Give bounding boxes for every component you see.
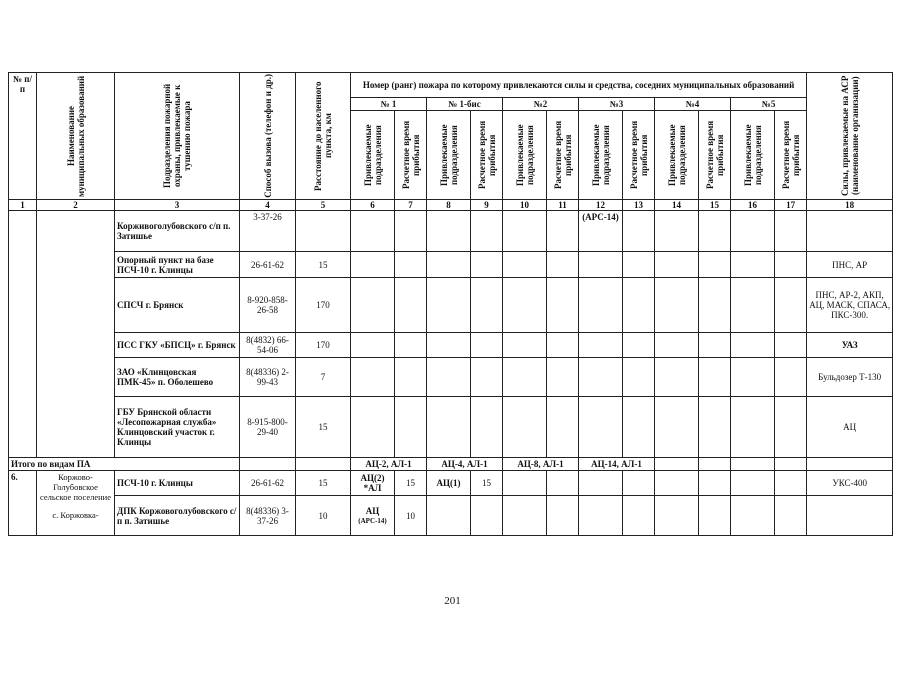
table-row bbox=[9, 211, 893, 252]
table-row bbox=[9, 333, 893, 358]
asr-forces: АЦ bbox=[807, 397, 893, 458]
table-row bbox=[9, 358, 893, 397]
sub-units-rank3: Привлекаемые подразделения bbox=[579, 111, 623, 200]
unit-name: ПСС ГКУ «БПСЦ» г. Брянск bbox=[115, 333, 240, 358]
unit-name: ЗАО «Клинцовская ПМК-45» п. Оболешево bbox=[115, 358, 240, 397]
rank1-units-sub: (АРС-14) bbox=[358, 516, 387, 525]
sub-time-rank2: Расчетное время прибытия bbox=[547, 111, 579, 200]
call-method: 26-61-62 bbox=[240, 252, 296, 278]
unit-name: Корживоголубовского с/п п. Затишье bbox=[115, 211, 240, 252]
colnum-18: 18 bbox=[807, 200, 893, 211]
header-row-1 bbox=[9, 73, 893, 98]
call-method: 3-37-26 bbox=[240, 211, 296, 252]
header-distance: Расстояние до населенного пункта, км bbox=[296, 73, 351, 200]
asr-forces: УАЗ bbox=[807, 333, 893, 358]
colnum-14: 14 bbox=[655, 200, 699, 211]
totals-label: Итого по видам ПА bbox=[9, 458, 240, 471]
sub-time-rank1bis: Расчетное время прибытия bbox=[471, 111, 503, 200]
sub-units-rank2: Привлекаемые подразделения bbox=[503, 111, 547, 200]
colnum-3: 3 bbox=[115, 200, 240, 211]
rank-1-bis: № 1-бис bbox=[427, 98, 503, 111]
rank1-time: 10 bbox=[395, 496, 427, 536]
rank-2: №2 bbox=[503, 98, 579, 111]
totals-rank1: АЦ-2, АЛ-1 bbox=[351, 458, 427, 471]
table-row bbox=[9, 252, 893, 278]
colnum-15: 15 bbox=[699, 200, 731, 211]
asr-forces: УКС-400 bbox=[807, 471, 893, 496]
column-numbers-row bbox=[9, 200, 893, 211]
sub-time-rank3: Расчетное время прибытия bbox=[623, 111, 655, 200]
rank3-units: (АРС-14) bbox=[579, 211, 623, 252]
distance: 7 bbox=[296, 358, 351, 397]
colnum-7: 7 bbox=[395, 200, 427, 211]
sub-time-rank1: Расчетное время прибытия bbox=[395, 111, 427, 200]
unit-name: ПСЧ-10 г. Клинцы bbox=[115, 471, 240, 496]
totals-rank1bis: АЦ-4, АЛ-1 bbox=[427, 458, 503, 471]
table-row bbox=[9, 278, 893, 333]
sub-time-rank5: Расчетное время прибытия bbox=[775, 111, 807, 200]
colnum-8: 8 bbox=[427, 200, 471, 211]
asr-forces: ПНС, АР bbox=[807, 252, 893, 278]
unit-name: ГБУ Брянской области «Лесопожарная служба» Клинцовский участок г. Клинцы bbox=[115, 397, 240, 458]
colnum-9: 9 bbox=[471, 200, 503, 211]
sub-time-rank4: Расчетное время прибытия bbox=[699, 111, 731, 200]
header-rank-title: Номер (ранг) пожара по которому привлекаются силы и средства, соседних муниципальных образований bbox=[351, 73, 807, 98]
rank1-units: АЦ(2) *АЛ bbox=[351, 471, 395, 496]
sub-units-rank1: Привлекаемые подразделения bbox=[351, 111, 395, 200]
header-asr: Силы, привлекаемые на АСР (наименование организации) bbox=[807, 73, 893, 200]
table-row bbox=[9, 397, 893, 458]
distance bbox=[296, 211, 351, 252]
rank1bis-units: АЦ(1) bbox=[427, 471, 471, 496]
header-call: Способ вызова (телефон и др.) bbox=[240, 73, 296, 200]
table-row bbox=[9, 471, 893, 496]
header-municipal: Наименование муниципальных образований bbox=[37, 73, 115, 200]
rank1-units: АЦ (АРС-14) bbox=[351, 496, 395, 536]
asr-forces: ПНС, АР-2, АКП, АЦ, МАСК, СПАСА, ПКС-300. bbox=[807, 278, 893, 333]
colnum-12: 12 bbox=[579, 200, 623, 211]
settlement-name: с. Коржовка- bbox=[52, 510, 99, 520]
call-method: 8-915-800-29-40 bbox=[240, 397, 296, 458]
colnum-11: 11 bbox=[547, 200, 579, 211]
call-method: 8(48336) 3-37-26 bbox=[240, 496, 296, 536]
asr-forces bbox=[807, 211, 893, 252]
unit-name: ДПК Коржовоголубовского с/п п. Затишье bbox=[115, 496, 240, 536]
page-number: 201 bbox=[444, 595, 461, 607]
row-number: 6. bbox=[9, 471, 37, 536]
distance: 15 bbox=[296, 252, 351, 278]
colnum-17: 17 bbox=[775, 200, 807, 211]
rank-1: № 1 bbox=[351, 98, 427, 111]
header-num: № п/п bbox=[9, 73, 37, 200]
rank1-time: 15 bbox=[395, 471, 427, 496]
distance: 15 bbox=[296, 397, 351, 458]
call-method: 26-61-62 bbox=[240, 471, 296, 496]
fire-plan-table bbox=[8, 72, 893, 536]
call-method: 8(48336) 2-99-43 bbox=[240, 358, 296, 397]
unit-name: СПСЧ г. Брянск bbox=[115, 278, 240, 333]
call-method: 8(4832) 66-54-06 bbox=[240, 333, 296, 358]
rank-4: №4 bbox=[655, 98, 731, 111]
colnum-16: 16 bbox=[731, 200, 775, 211]
colnum-2: 2 bbox=[37, 200, 115, 211]
asr-forces: Бульдозер Т-130 bbox=[807, 358, 893, 397]
table-row bbox=[9, 496, 893, 536]
call-method: 8-920-858-26-58 bbox=[240, 278, 296, 333]
colnum-4: 4 bbox=[240, 200, 296, 211]
colnum-13: 13 bbox=[623, 200, 655, 211]
sub-units-rank5: Привлекаемые подразделения bbox=[731, 111, 775, 200]
unit-name: Опорный пункт на базе ПСЧ-10 г. Клинцы bbox=[115, 252, 240, 278]
totals-rank3: АЦ-14, АЛ-1 bbox=[579, 458, 655, 471]
totals-row bbox=[9, 458, 893, 471]
distance: 170 bbox=[296, 333, 351, 358]
municipal-name: Коржово-Голубовское сельское поселение с. Коржовка- bbox=[37, 471, 115, 536]
totals-rank2: АЦ-8, АЛ-1 bbox=[503, 458, 579, 471]
colnum-5: 5 bbox=[296, 200, 351, 211]
header-units: Подразделения пожарной охраны, привлекаемые к тушению пожара bbox=[115, 73, 240, 200]
sub-units-rank1bis: Привлекаемые подразделения bbox=[427, 111, 471, 200]
colnum-6: 6 bbox=[351, 200, 395, 211]
colnum-10: 10 bbox=[503, 200, 547, 211]
rank1bis-time: 15 bbox=[471, 471, 503, 496]
rank-5: №5 bbox=[731, 98, 807, 111]
colnum-1: 1 bbox=[9, 200, 37, 211]
distance: 15 bbox=[296, 471, 351, 496]
distance: 10 bbox=[296, 496, 351, 536]
rank-3: №3 bbox=[579, 98, 655, 111]
sub-units-rank4: Привлекаемые подразделения bbox=[655, 111, 699, 200]
distance: 170 bbox=[296, 278, 351, 333]
